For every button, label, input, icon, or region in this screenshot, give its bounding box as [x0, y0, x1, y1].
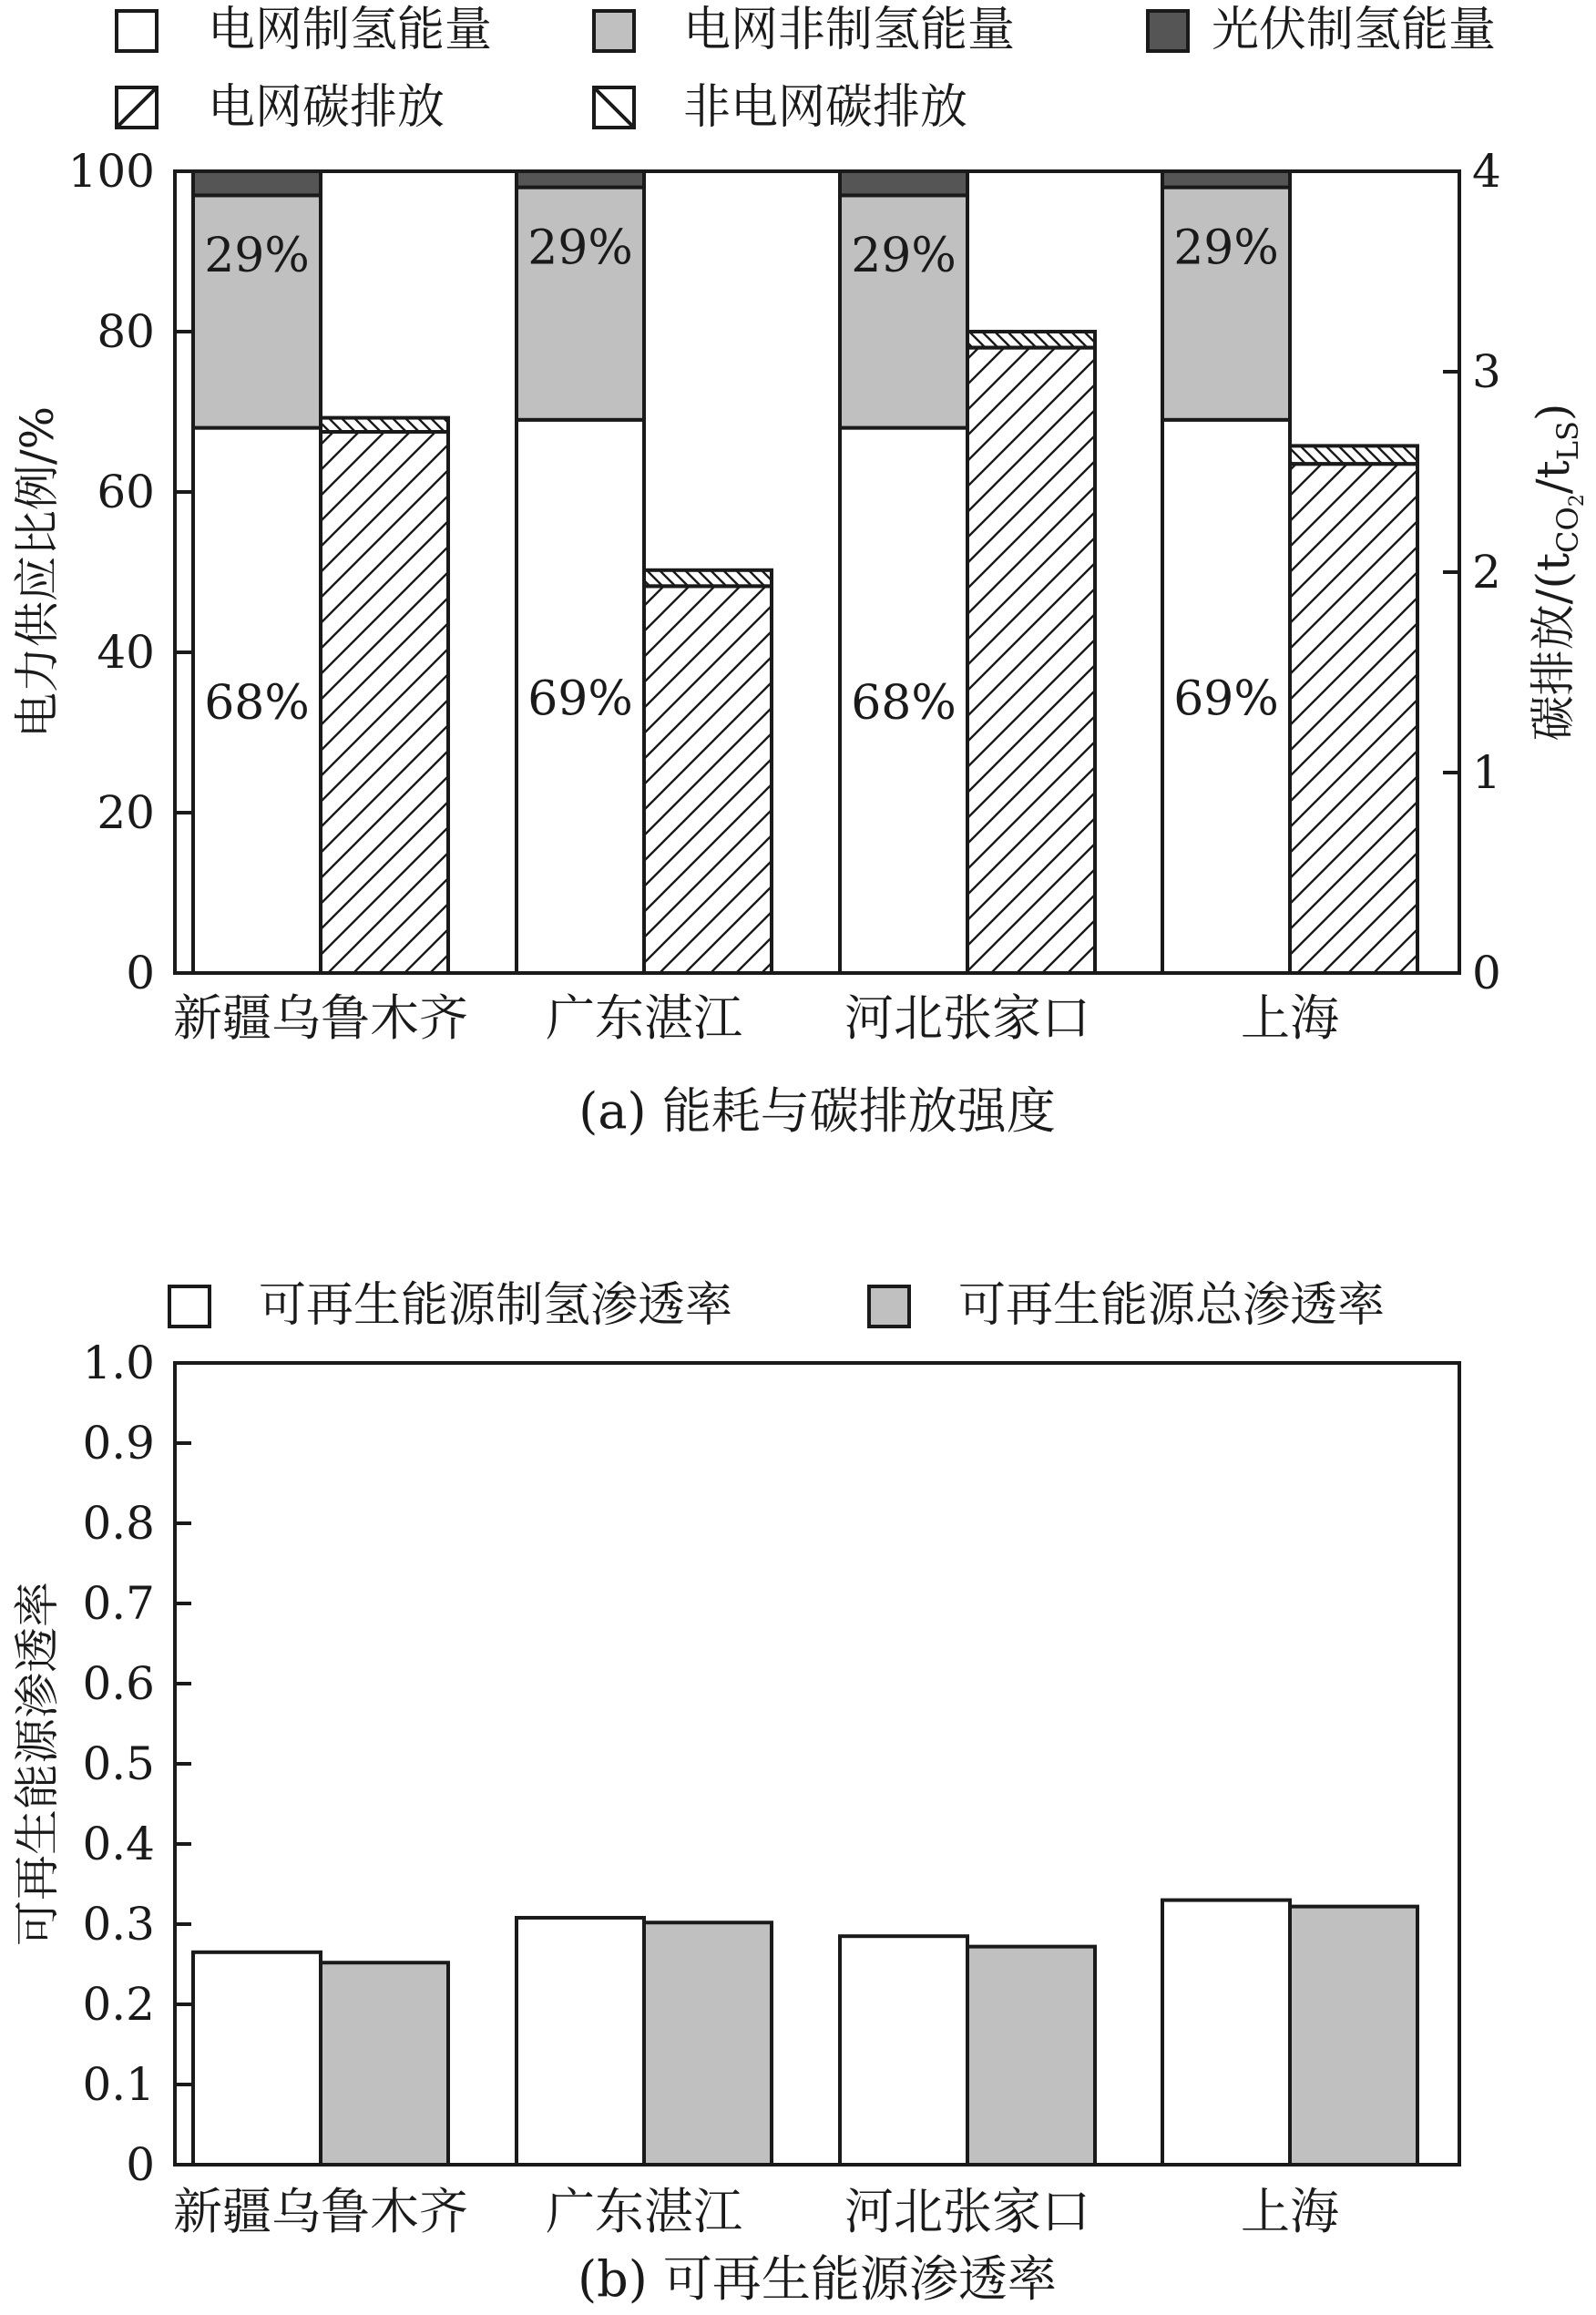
data-label-grid-h2: 68%: [204, 675, 310, 731]
bar-pv-h2: [517, 171, 644, 188]
legend-item-pv-h2: [1148, 3, 1496, 57]
chart-b: [11, 1278, 1459, 2308]
legend-label-grid-non-h2: 电网非制氢能量: [683, 3, 1016, 57]
legend-label-grid-h2: 电网制氢能量: [208, 3, 493, 57]
legend-label-pv-h2: 光伏制氢能量: [1212, 3, 1497, 57]
bars-a: [193, 171, 1417, 973]
category-label: 广东湛江: [546, 989, 742, 1047]
left-axis-a: [68, 145, 191, 999]
legend-label-re-h2: 可再生能源制氢渗透率: [259, 1278, 733, 1333]
bar-re-total: [321, 1962, 448, 2165]
data-label-grid-non-h2: 29%: [851, 229, 957, 284]
right-tick-label: 4: [1472, 145, 1501, 198]
category-label: 广东湛江: [546, 2183, 742, 2240]
left-tick-label: 0.9: [82, 1417, 155, 1470]
legend-swatch-re-h2: [169, 1286, 210, 1327]
left-tick-label: 0.7: [82, 1577, 155, 1630]
legend-swatch-grid-non-h2: [594, 11, 634, 51]
bar-pv-h2: [840, 171, 967, 195]
left-tick-label: 20: [97, 786, 155, 839]
category-label: 新疆乌鲁木齐: [173, 989, 468, 1047]
left-tick-label: 80: [97, 305, 155, 358]
legend-item-grid-carbon: [117, 80, 445, 135]
bar-non-grid-carbon: [1290, 446, 1417, 464]
legend-b: [169, 1278, 1385, 1333]
left-tick-label: 100: [67, 145, 155, 198]
category-labels-b: [173, 2183, 1339, 2240]
category-label: 新疆乌鲁木齐: [173, 2183, 468, 2240]
left-tick-label: 0: [126, 947, 155, 999]
left-tick-label: 0.1: [82, 2058, 155, 2111]
bar-grid-carbon: [644, 586, 772, 973]
data-label-grid-non-h2: 29%: [527, 220, 633, 276]
right-tick-label: 0: [1472, 947, 1501, 999]
y-axis-label-a: 电力供应比例/%: [11, 405, 64, 739]
data-label-grid-non-h2: 29%: [204, 229, 310, 284]
right-tick-label: 2: [1472, 546, 1501, 599]
bar-grid-carbon: [1290, 464, 1417, 973]
legend-swatch-pv-h2: [1148, 11, 1188, 51]
legend-item-non-grid-carbon: [594, 80, 967, 135]
right-tick-label: 1: [1472, 746, 1501, 799]
right-tick-label: 3: [1472, 345, 1501, 398]
bars-b: [193, 1900, 1417, 2165]
legend-item-grid-h2: [117, 3, 492, 57]
data-label-grid-h2: 69%: [527, 671, 633, 727]
left-tick-label: 0.8: [82, 1497, 155, 1550]
legend-item-re-total: [869, 1278, 1385, 1333]
bar-re-total: [967, 1947, 1095, 2165]
legend-a: [117, 3, 1496, 135]
caption-a: (a) 能耗与碳排放强度: [578, 1082, 1056, 1140]
legend-label-grid-carbon: 电网碳排放: [208, 80, 445, 135]
bar-re-h2: [517, 1918, 644, 2165]
right-axis-a: [1443, 145, 1501, 999]
legend-swatch-re-total: [869, 1286, 909, 1327]
bar-grid-carbon: [967, 348, 1095, 973]
category-label: 上海: [1241, 989, 1339, 1047]
bar-pv-h2: [193, 171, 321, 195]
left-tick-label: 0.2: [82, 1978, 155, 2031]
bar-re-total: [1290, 1907, 1417, 2165]
category-labels-a: [173, 989, 1339, 1047]
left-tick-label: 60: [97, 466, 155, 518]
data-label-grid-h2: 68%: [851, 675, 957, 731]
category-label: 上海: [1241, 2183, 1339, 2240]
bar-pv-h2: [1162, 171, 1290, 188]
bar-non-grid-carbon: [644, 570, 772, 587]
left-tick-label: 0.6: [82, 1657, 155, 1710]
data-label-grid-non-h2: 29%: [1173, 220, 1279, 276]
chart-a: [11, 3, 1589, 1140]
left-tick-label: 0.3: [82, 1898, 155, 1951]
left-tick-label: 40: [97, 626, 155, 679]
y2-axis-label-a: 碳排放$/(t_{CO}2/t_{LS})$: [1527, 403, 1589, 742]
bar-grid-carbon: [321, 432, 448, 973]
bar-re-h2: [193, 1952, 321, 2165]
left-tick-label: 0.5: [82, 1737, 155, 1790]
legend-label-re-total: 可再生能源总渗透率: [958, 1278, 1386, 1333]
legend-swatch-grid-h2: [117, 11, 157, 51]
category-label: 河北张家口: [844, 2183, 1090, 2240]
legend-item-grid-non-h2: [594, 3, 1015, 57]
left-tick-label: 1.0: [82, 1337, 155, 1389]
bar-re-h2: [1162, 1900, 1290, 2165]
legend-label-non-grid-carbon: 非电网碳排放: [683, 80, 968, 135]
left-tick-label: 0: [126, 2138, 155, 2191]
data-label-grid-h2: 69%: [1173, 671, 1279, 727]
bar-re-total: [644, 1922, 772, 2165]
y-axis-label-b: 可再生能源渗透率: [11, 1582, 64, 1946]
caption-b: (b) 可再生能源渗透率: [578, 2250, 1057, 2308]
bar-non-grid-carbon: [321, 418, 448, 432]
category-label: 河北张家口: [844, 989, 1090, 1047]
legend-item-re-h2: [169, 1278, 732, 1333]
bar-non-grid-carbon: [967, 332, 1095, 348]
left-tick-label: 0.4: [82, 1818, 155, 1870]
bar-re-h2: [840, 1936, 967, 2165]
